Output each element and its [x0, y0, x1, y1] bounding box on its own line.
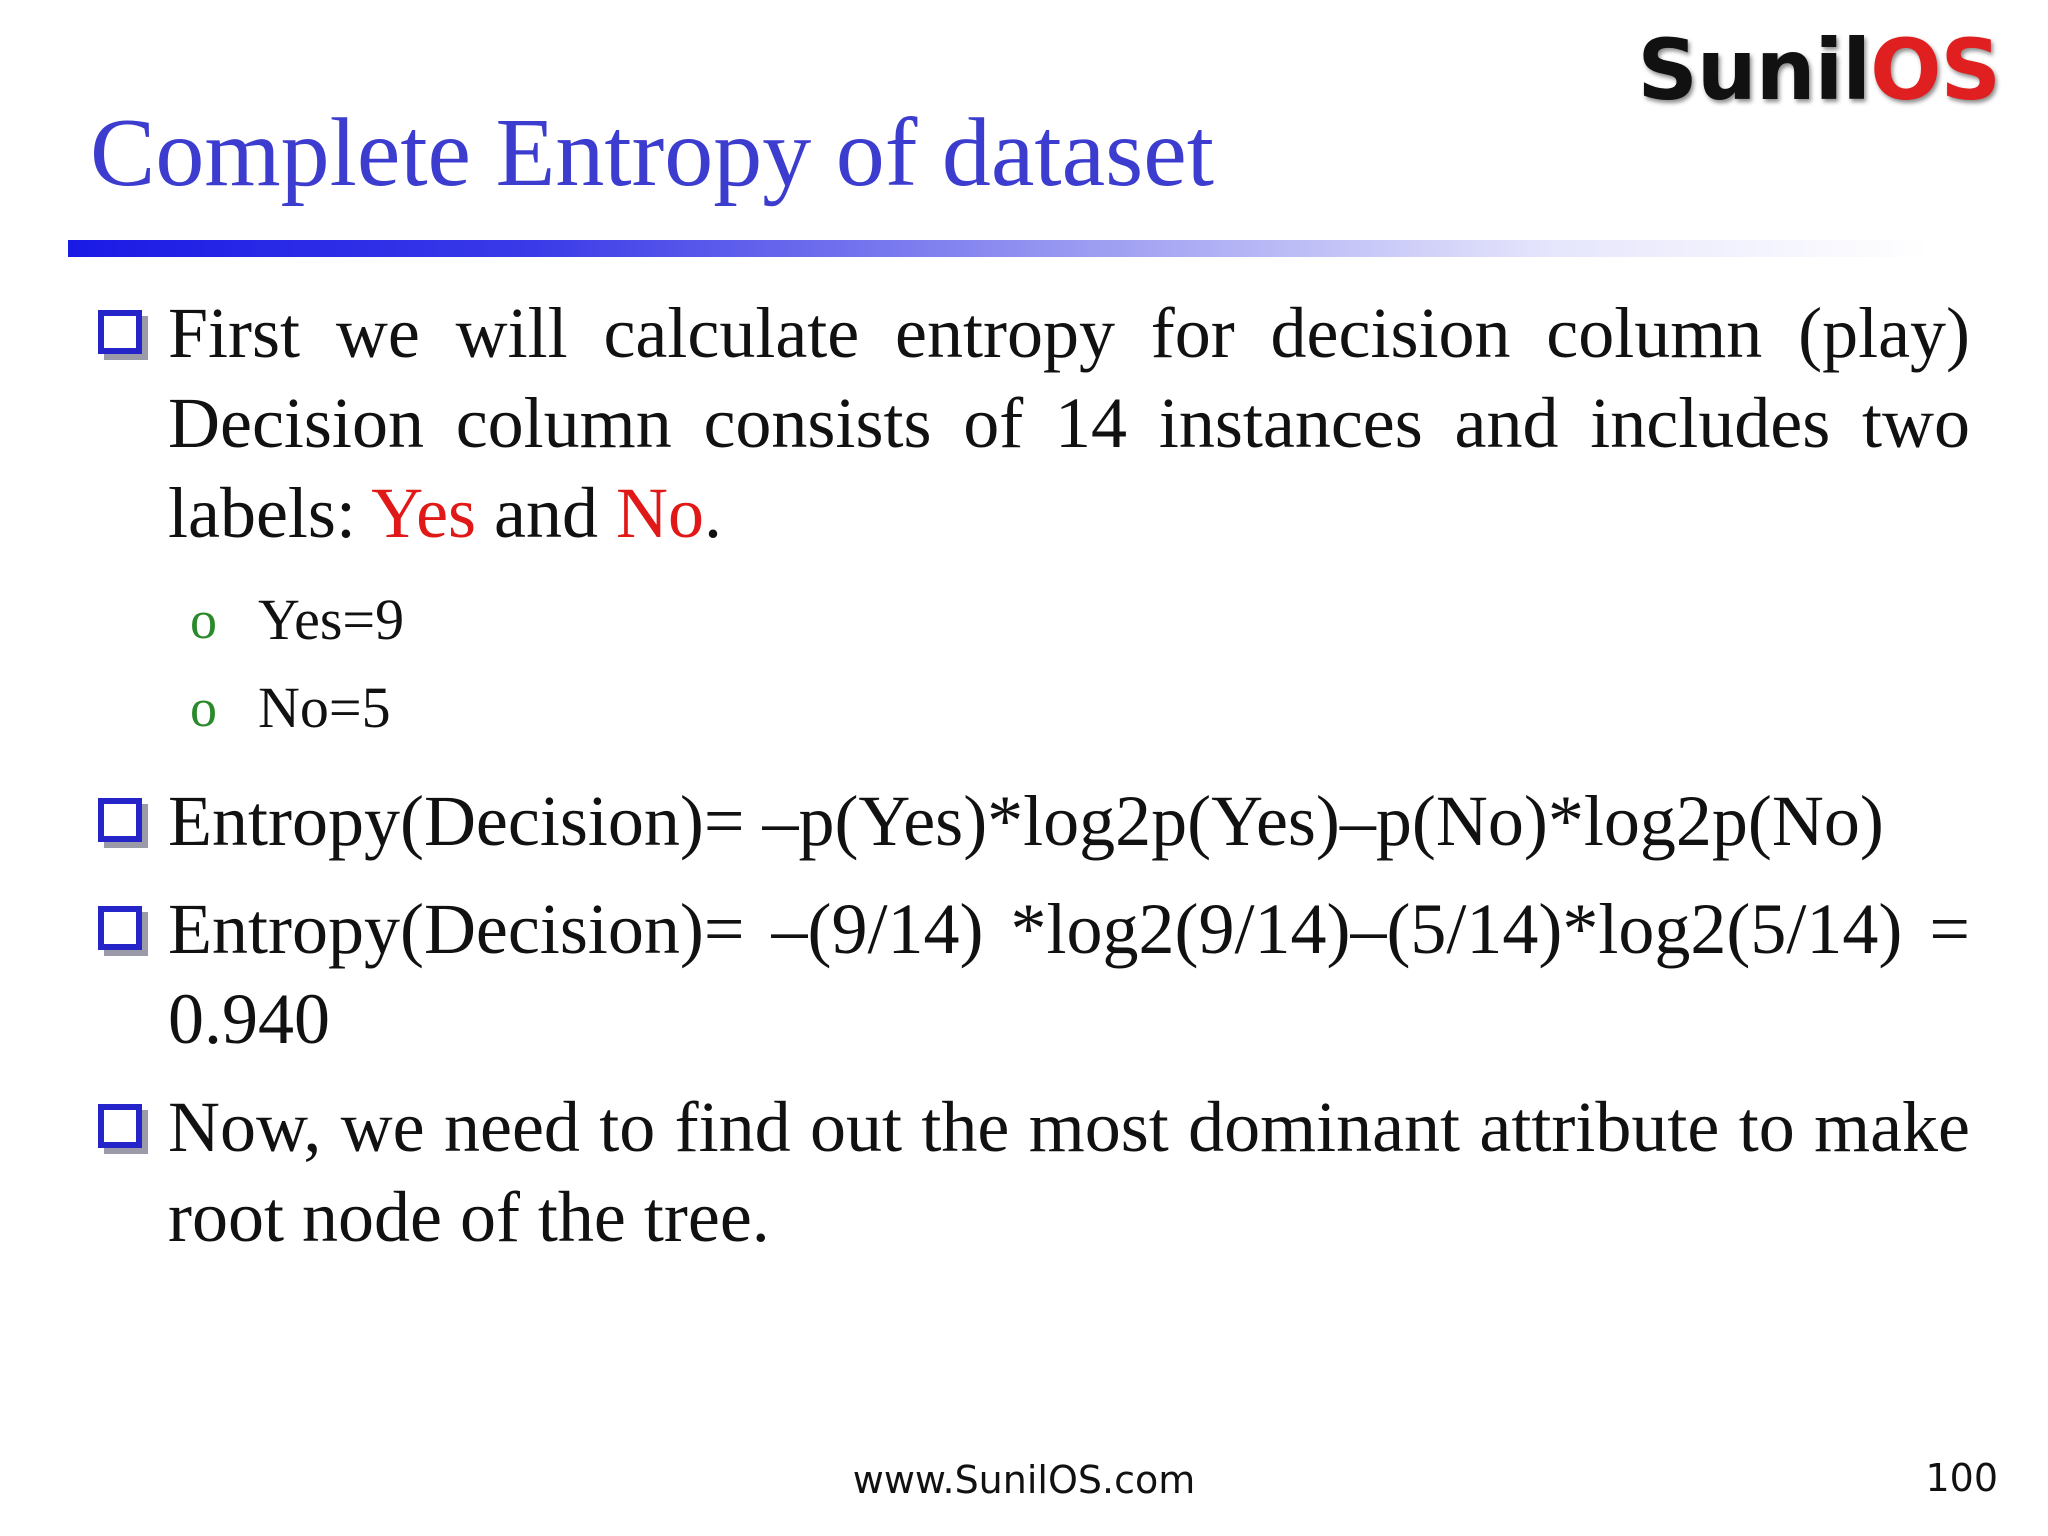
- bullet-item-decision-column: [90, 288, 1970, 558]
- conjunction-text: and: [476, 473, 617, 553]
- title-underline: [68, 240, 1928, 257]
- bullet-text: Now, we need to find out the most dominant attribute to make root node of the tree.: [168, 1087, 1970, 1257]
- label-yes: Yes: [371, 473, 477, 553]
- sub-item-text: No=5: [258, 675, 391, 740]
- footer-website-url: www.SunilOS.com: [852, 1458, 1196, 1502]
- sub-item-yes-count: [90, 576, 1970, 664]
- checkbox-bullet-icon: [98, 798, 142, 842]
- sentence-end: .: [704, 473, 723, 553]
- checkbox-bullet-icon: [98, 1104, 142, 1148]
- bullet-item-dominant-attribute: [90, 1082, 1970, 1262]
- label-no: No: [616, 473, 705, 553]
- page-number: 100: [1925, 1456, 1998, 1500]
- slide-title: Complete Entropy of dataset: [90, 99, 1214, 207]
- bullet-item-entropy-formula: [90, 776, 1970, 866]
- bullet-text: Entropy(Decision)= –(9/14) *log2(9/14)–(5/14)*log2(5/14) = 0.940: [168, 889, 1970, 1059]
- sub-bullet-list: [90, 576, 1970, 752]
- slide-content: [90, 288, 1970, 1280]
- circle-bullet-icon: o: [190, 590, 217, 650]
- checkbox-bullet-icon: [98, 906, 142, 950]
- logo-text-sunil: Sunil: [1637, 21, 1871, 119]
- bullet-text: Entropy(Decision)= –p(Yes)*log2p(Yes)–p(No)*log2p(No): [168, 781, 1884, 861]
- sub-item-no-count: [90, 664, 1970, 752]
- sunilos-logo: [1637, 21, 2000, 119]
- sub-item-text: Yes=9: [258, 587, 405, 652]
- bullet-item-entropy-value: [90, 884, 1970, 1064]
- bullet-text: First we will calculate entropy for decision column (play) Decision column consists of 14 instances and includes two labels:: [168, 293, 1970, 553]
- checkbox-bullet-icon: [98, 310, 142, 354]
- circle-bullet-icon: o: [190, 678, 217, 738]
- logo-text-os: OS: [1870, 21, 2000, 119]
